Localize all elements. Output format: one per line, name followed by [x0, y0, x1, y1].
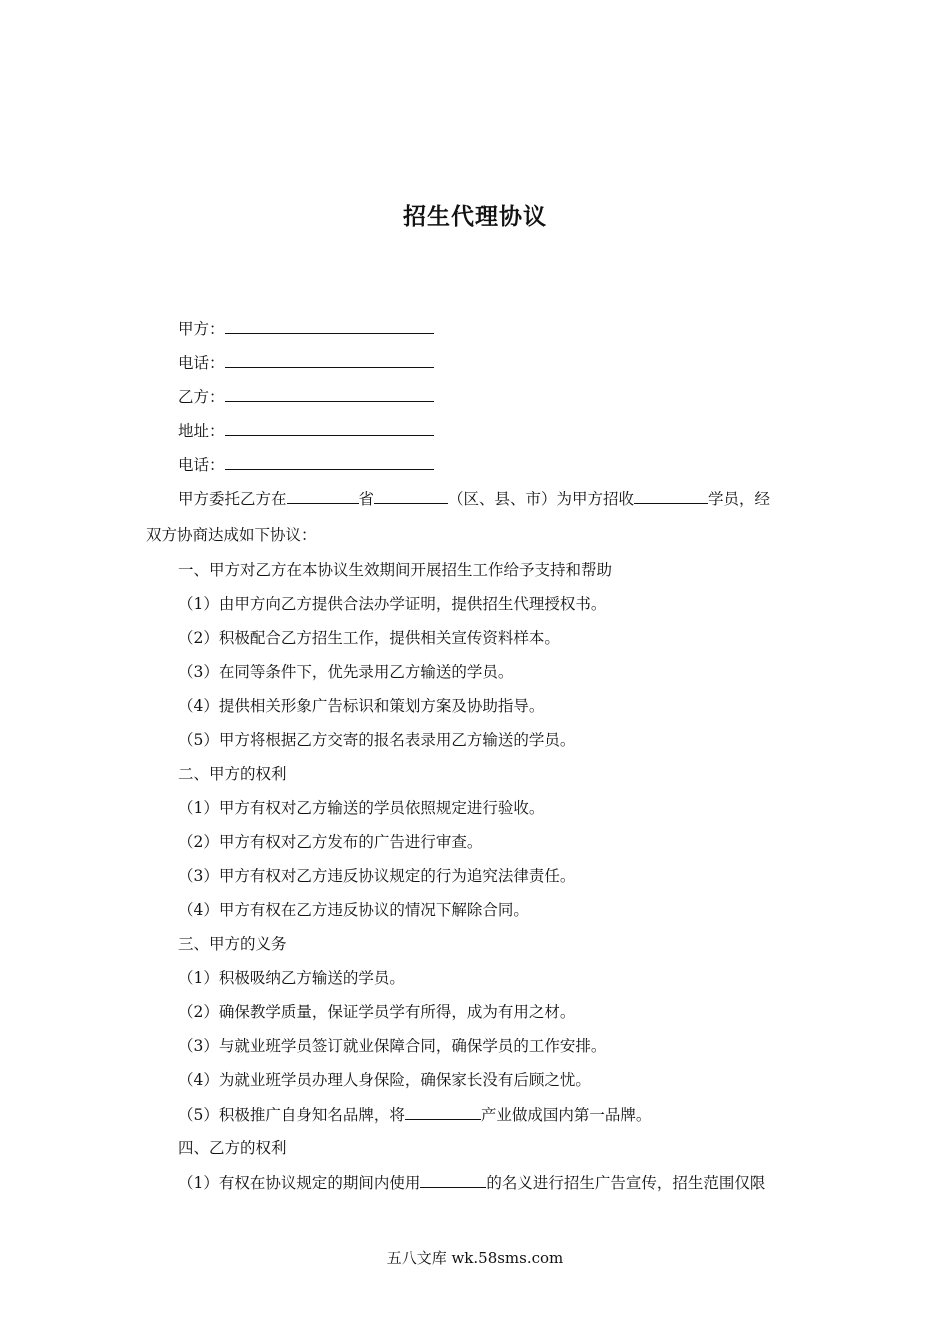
party-b-phone-field — [178, 454, 434, 475]
section3-item: （4）为就业班学员办理人身保险，确保家长没有后顾之忧。 — [178, 1071, 591, 1089]
party-b-field — [178, 386, 434, 407]
section4-item1-text-b: 的名义进行招生广告宣传，招生范围仅限 — [486, 1174, 766, 1192]
intro-text-2: 省 — [358, 490, 375, 508]
document-title: 招生代理协议 — [403, 203, 547, 230]
party-b-label: 乙方： — [178, 388, 225, 406]
intro-text-3: （区、县、市）为甲方招收 — [448, 490, 635, 508]
party-b-phone-blank — [225, 454, 434, 470]
name-blank — [420, 1172, 486, 1188]
student-type-blank — [634, 488, 708, 504]
section2-item: （4）甲方有权在乙方违反协议的情况下解除合同。 — [178, 901, 529, 919]
section1-item: （2）积极配合乙方招生工作，提供相关宣传资料样本。 — [178, 629, 560, 647]
district-blank — [374, 488, 448, 504]
party-a-label: 甲方： — [178, 320, 225, 338]
section1-item: （4）提供相关形象广告标识和策划方案及协助指导。 — [178, 697, 545, 715]
party-a-phone-label: 电话： — [178, 354, 225, 372]
address-label: 地址： — [178, 422, 225, 440]
party-a-blank — [225, 318, 434, 334]
footer-watermark: 五八文库 wk.58sms.com — [386, 1249, 564, 1267]
party-b-blank — [225, 386, 434, 402]
party-b-phone-label: 电话： — [178, 456, 225, 474]
party-a-phone-field — [178, 352, 434, 373]
section3-item — [178, 1104, 651, 1125]
intro-text-4: 学员，经 — [708, 490, 771, 508]
section3-item5-text-b: 产业做成国内第一品牌。 — [480, 1106, 652, 1124]
intro-text-1: 甲方委托乙方在 — [178, 490, 287, 508]
province-blank — [287, 488, 359, 504]
address-field — [178, 420, 434, 441]
section2-heading: 二、甲方的权利 — [178, 765, 287, 783]
section3-item5-text-a: （5）积极推广自身知名品牌，将 — [178, 1106, 405, 1124]
section1-item: （3）在同等条件下，优先录用乙方输送的学员。 — [178, 663, 514, 681]
section4-heading: 四、乙方的权利 — [178, 1139, 287, 1157]
section4-item1-text-a: （1）有权在协议规定的期间内使用 — [178, 1174, 421, 1192]
section1-heading: 一、甲方对乙方在本协议生效期间开展招生工作给予支持和帮助 — [178, 561, 613, 579]
section1-item: （1）由甲方向乙方提供合法办学证明，提供招生代理授权书。 — [178, 595, 607, 613]
section3-heading: 三、甲方的义务 — [178, 935, 287, 953]
section2-item: （2）甲方有权对乙方发布的广告进行审查。 — [178, 833, 483, 851]
section1-item: （5）甲方将根据乙方交寄的报名表录用乙方输送的学员。 — [178, 731, 576, 749]
address-blank — [225, 420, 434, 436]
section3-item: （3）与就业班学员签订就业保障合同，确保学员的工作安排。 — [178, 1037, 607, 1055]
party-a-field — [178, 318, 434, 339]
intro-paragraph-cont: 双方协商达成如下协议： — [146, 526, 317, 544]
party-a-phone-blank — [225, 352, 434, 368]
section2-item: （3）甲方有权对乙方违反协议规定的行为追究法律责任。 — [178, 867, 576, 885]
industry-blank — [405, 1104, 481, 1120]
section3-item: （2）确保教学质量，保证学员学有所得，成为有用之材。 — [178, 1003, 576, 1021]
section3-item: （1）积极吸纳乙方输送的学员。 — [178, 969, 405, 987]
intro-paragraph — [178, 488, 770, 509]
section4-item — [178, 1172, 765, 1193]
section2-item: （1）甲方有权对乙方输送的学员依照规定进行验收。 — [178, 799, 545, 817]
